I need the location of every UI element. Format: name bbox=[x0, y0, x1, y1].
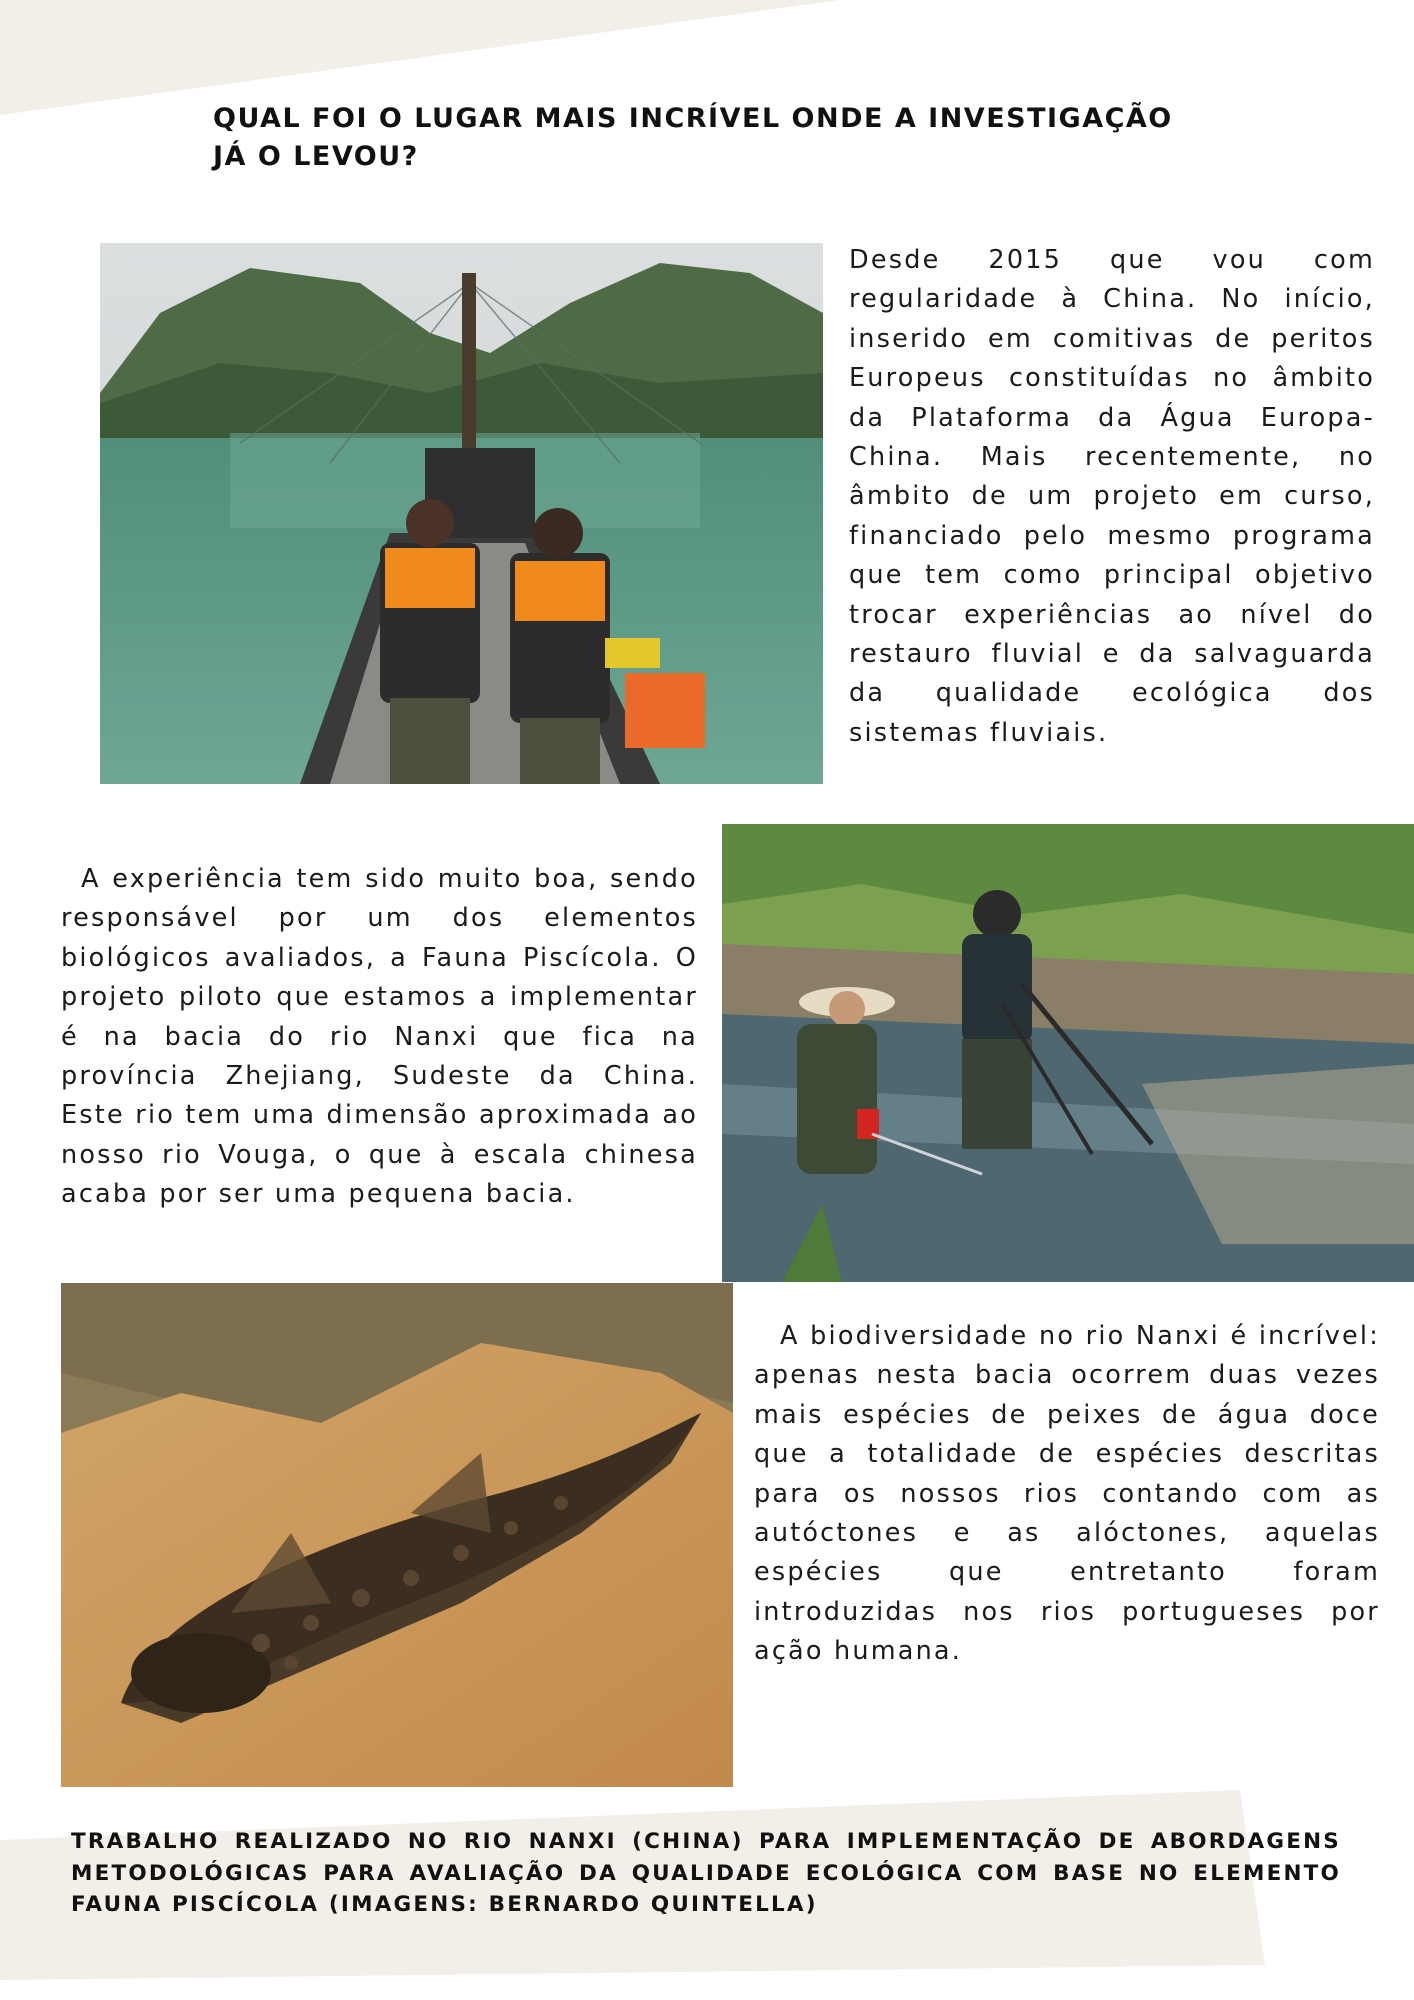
paragraph-experience: A experiência tem sido muito boa, sendo responsável por um dos elementos biológicos avaliados, a Fauna Piscícola. O projeto piloto que estamos a implementar é na bacia do rio Nanxi que fica na província Zhejiang, Sudeste da China. Este rio tem uma dimensão aproximada ao nosso rio Vouga, o que à escala chinesa acaba por ser uma pequena bacia. bbox=[61, 864, 698, 1210]
heading-line-2: JÁ O LEVOU? bbox=[213, 141, 419, 172]
paragraph-biodiversity: A biodiversidade no rio Nanxi é incrível: apenas nesta bacia ocorrem duas vezes mais espécies de peixes de água doce que a totalidade de espécies descritas para os nossos rios contando com as autóctones e as alóctones, aquelas espécies que entretanto foram introduzidas nos rios portugueses por ação humana. bbox=[754, 1321, 1380, 1667]
paragraph-china-visits: Desde 2015 que vou com regularidade à China. No início, inserido em comitivas de peritos Europeus constituídas no âmbito da Plataforma da Água Europa-China. Mais recentemente, no âmbito de um projeto em curso, financiado pelo mesmo programa que tem como principal objetivo trocar experiências ao nível do restauro fluvial e da salvaguarda da qualidade ecológica dos sistemas fluviais. bbox=[849, 245, 1375, 748]
photo-caption: TRABALHO REALIZADO NO RIO NANXI (CHINA) PARA IMPLEMENTAÇÃO DE ABORDAGENS METODOLÓGICAS PARA AVALIAÇÃO DA QUALIDADE ECOLÓGICA COM BASE NO ELEMENTO FAUNA PISCÍCOLA (IMAGENS: BERNARDO QUINTELLA) bbox=[71, 1829, 1341, 1917]
heading-line-1: QUAL FOI O LUGAR MAIS INCRÍVEL ONDE A INVESTIGAÇÃO bbox=[213, 103, 1173, 134]
page-heading bbox=[213, 100, 1213, 176]
boat-photo bbox=[100, 243, 823, 784]
fish-photo bbox=[61, 1283, 733, 1787]
river-sampling-photo bbox=[722, 824, 1414, 1282]
